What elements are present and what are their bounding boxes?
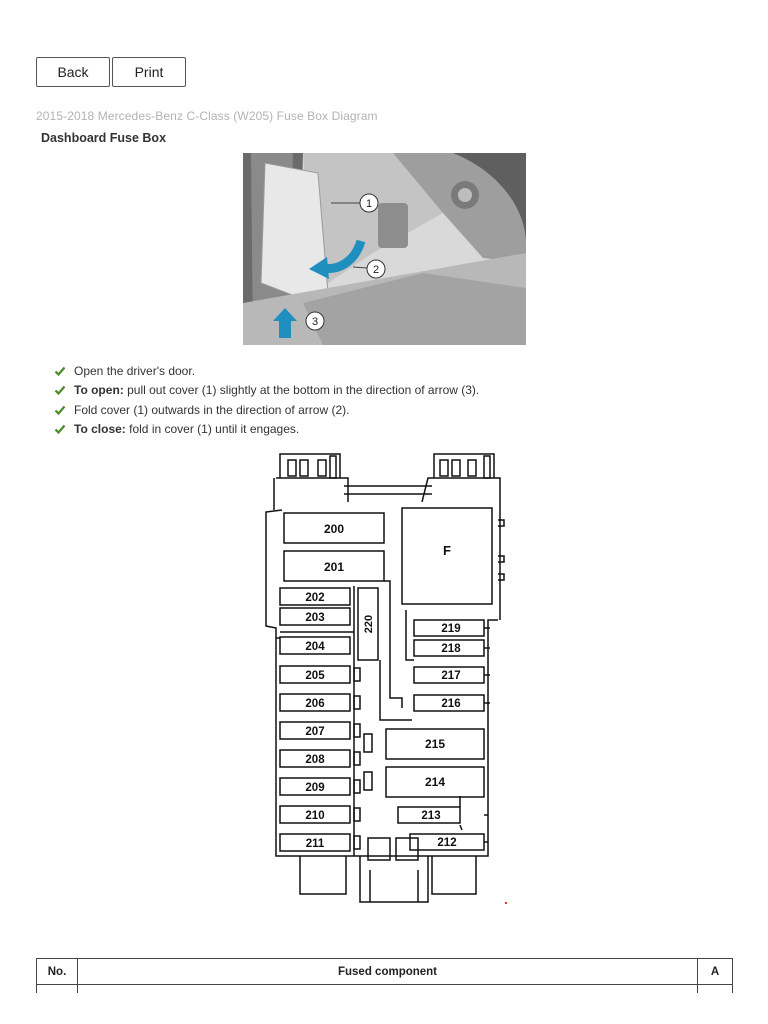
list-item <box>54 361 479 381</box>
fuse-207: 207 <box>305 726 325 738</box>
checkmark-icon <box>54 384 66 396</box>
fuse-211: 211 <box>305 838 325 850</box>
callout-2: 2 <box>372 264 380 276</box>
fuse-212: 212 <box>437 837 457 849</box>
fuse-203: 203 <box>305 612 325 624</box>
table-header-row <box>37 959 733 985</box>
instruction-list <box>54 361 479 439</box>
fuse-cover-photo <box>243 153 526 345</box>
step-text: pull out cover (1) slightly at the bottom in the direction of arrow (3). <box>123 383 480 398</box>
callout-3: 3 <box>311 316 319 328</box>
print-button[interactable]: Print <box>112 57 186 87</box>
list-item <box>54 420 479 440</box>
fuse-205: 205 <box>305 670 325 682</box>
fuse-215: 215 <box>424 737 446 751</box>
step-bold: To close: <box>74 422 126 437</box>
fuse-206: 206 <box>305 698 325 710</box>
fuse-213: 213 <box>421 810 441 822</box>
back-button[interactable]: Back <box>36 57 110 87</box>
column-header-component: Fused component <box>78 959 698 985</box>
step-text: fold in cover (1) until it engages. <box>125 422 300 437</box>
fuse-204: 204 <box>305 641 325 653</box>
step-text: Fold cover (1) outwards in the direction of arrow (2). <box>74 402 350 417</box>
marker-dot <box>505 902 507 904</box>
fuse-216: 216 <box>441 698 461 710</box>
fuse-f: F <box>443 543 451 558</box>
column-header-amp: A <box>698 959 733 985</box>
fuse-214: 214 <box>424 775 446 789</box>
section-title: Dashboard Fuse Box <box>41 131 167 145</box>
column-header-no: No. <box>37 959 78 985</box>
fuse-208: 208 <box>305 754 325 766</box>
fuse-box-diagram <box>262 450 512 906</box>
checkmark-icon <box>54 365 66 377</box>
fuse-202: 202 <box>305 592 325 604</box>
step-bold: To open: <box>74 383 124 398</box>
fuse-218: 218 <box>441 643 461 655</box>
fuse-219: 219 <box>441 623 461 635</box>
document-title: 2015-2018 Mercedes-Benz C-Class (W205) Fuse Box Diagram <box>36 109 378 123</box>
fuse-200: 200 <box>323 522 345 536</box>
fuse-210: 210 <box>305 810 325 822</box>
fuse-220: 220 <box>363 614 375 634</box>
fuse-209: 209 <box>305 782 325 794</box>
callout-1: 1 <box>365 198 373 210</box>
list-item <box>54 381 479 401</box>
fuse-table <box>36 958 733 993</box>
step-text: Open the driver's door. <box>74 363 196 378</box>
table-row <box>37 985 733 994</box>
fuse-217: 217 <box>441 670 461 682</box>
checkmark-icon <box>54 423 66 435</box>
fuse-201: 201 <box>323 560 345 574</box>
toolbar <box>36 57 186 87</box>
checkmark-icon <box>54 404 66 416</box>
list-item <box>54 400 479 420</box>
